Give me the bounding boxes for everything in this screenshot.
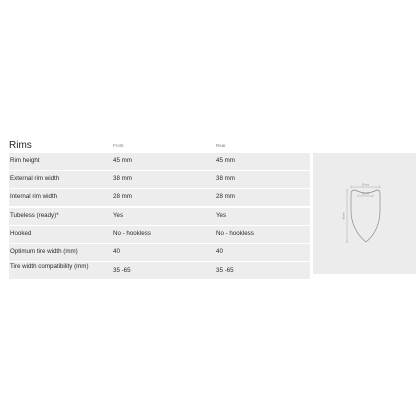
row-front-value: No - hookless: [113, 229, 151, 237]
spec-table: [9, 153, 310, 280]
row-label: Tire width compatibility (mm): [10, 262, 89, 270]
row-label: Hooked: [10, 229, 32, 237]
spec-row-hooked: [9, 226, 310, 243]
row-rear-value: 28 mm: [216, 193, 235, 201]
spec-row-tire-compatibility: [9, 262, 310, 279]
spec-row-optimum-tire-width: [9, 244, 310, 261]
row-label: Optimum tire width (mm): [10, 247, 78, 255]
row-front-value: 38 mm: [113, 175, 132, 183]
spec-header: [9, 140, 309, 154]
row-label: Rim height: [10, 157, 40, 164]
row-rear-value: 38 mm: [216, 175, 235, 183]
column-header-rear: Rear: [216, 143, 226, 148]
outer-width-label: 38 mm: [361, 183, 370, 187]
row-front-value: 45 mm: [113, 157, 132, 164]
spec-row-internal-width: [9, 189, 310, 206]
row-rear-value: Yes: [216, 211, 227, 219]
rim-profile-outline: [351, 190, 380, 242]
column-header-front: Front: [113, 143, 124, 148]
row-label: Internal rim width: [10, 193, 58, 201]
spec-row-external-width: [9, 171, 310, 188]
row-rear-value: 35 -65: [216, 266, 234, 274]
spec-row-rim-height: [9, 153, 310, 170]
section-title: Rims: [9, 140, 32, 151]
row-label: External rim width: [10, 175, 60, 183]
row-front-value: 28 mm: [113, 193, 132, 201]
spec-row-tubeless: [9, 208, 310, 225]
inner-width-label: 28 mm: [361, 192, 370, 196]
rim-profile-panel: [313, 153, 416, 274]
row-front-value: 35 -65: [113, 266, 131, 274]
row-rear-value: 45 mm: [216, 157, 235, 164]
height-label: 45 mm: [342, 212, 346, 220]
row-front-value: Yes: [113, 211, 124, 219]
row-front-value: 40: [113, 247, 120, 255]
row-rear-value: No - hookless: [216, 229, 254, 237]
row-label: Tubeless (ready)*: [10, 211, 59, 219]
row-rear-value: 40: [216, 247, 223, 255]
rim-profile-diagram: [313, 153, 416, 274]
